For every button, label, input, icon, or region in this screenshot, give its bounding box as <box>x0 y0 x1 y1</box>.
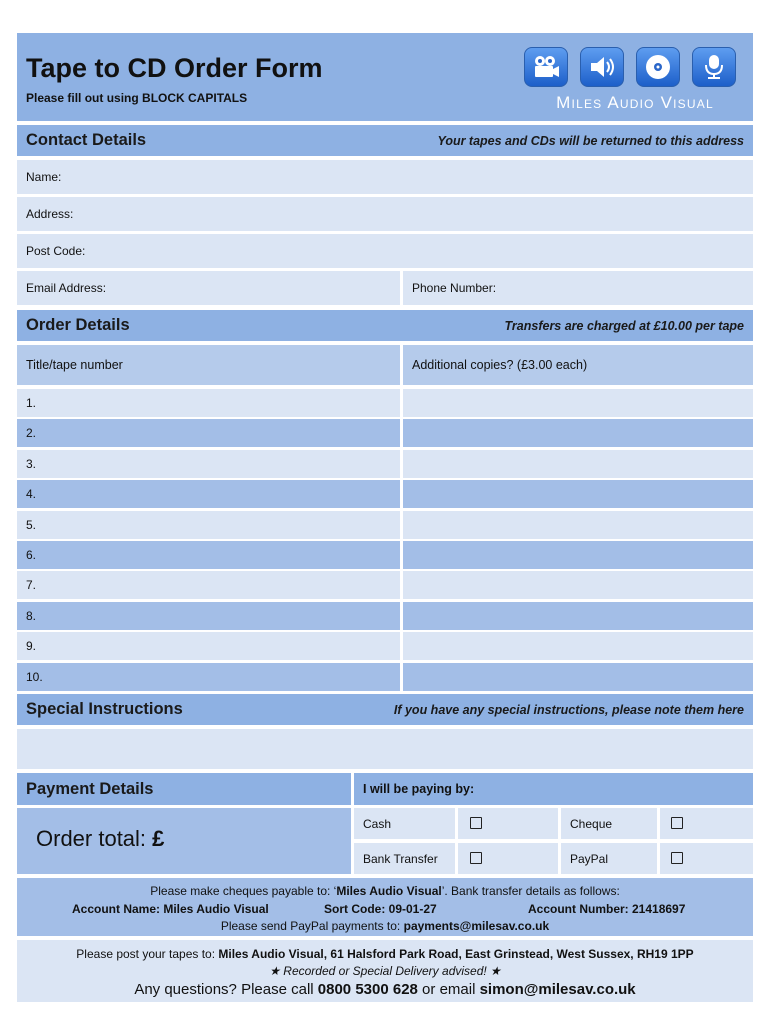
microphone-icon <box>692 47 736 87</box>
tape-title-cell[interactable] <box>17 450 400 478</box>
phone-label: Phone Number: <box>412 281 497 295</box>
additional-copies-cell[interactable] <box>403 450 753 478</box>
contact-section-header <box>17 125 753 156</box>
row-number: 7. <box>26 578 37 592</box>
tape-title-cell[interactable] <box>17 663 400 691</box>
additional-copies-cell[interactable] <box>403 571 753 599</box>
paypal-checkbox[interactable] <box>671 852 683 864</box>
special-section-note: If you have any special instructions, please note them here <box>393 702 744 717</box>
address-field[interactable] <box>17 197 753 231</box>
speaker-icon <box>580 47 624 87</box>
table-row <box>17 602 753 630</box>
disc-icon <box>636 47 680 87</box>
table-row <box>17 663 753 691</box>
bank-transfer-checkbox-cell[interactable] <box>458 843 558 874</box>
special-section-header <box>17 694 753 725</box>
page-title: Tape to CD Order Form <box>26 53 323 83</box>
additional-copies-cell[interactable] <box>403 602 753 630</box>
column-header-copies: Additional copies? (£3.00 each) <box>403 345 753 385</box>
contact-section-note: Your tapes and CDs will be returned to this address <box>437 133 744 148</box>
row-number: 9. <box>26 639 37 653</box>
additional-copies-cell[interactable] <box>403 632 753 660</box>
order-section-header <box>17 310 753 341</box>
additional-copies-cell[interactable] <box>403 663 753 691</box>
table-row <box>17 450 753 478</box>
tape-title-cell[interactable] <box>17 602 400 630</box>
postal-address-line: Please post your tapes to: Miles Audio Visual, 61 Halsford Park Road, East Grinstead, West Sussex, RH19 1PP <box>76 947 694 961</box>
contact-section-title: Contact Details <box>26 131 147 149</box>
phone-field[interactable] <box>403 271 753 305</box>
postal-address: Miles Audio Visual, 61 Halsford Park Road, East Grinstead, West Sussex, RH19 1PP <box>218 947 694 961</box>
tape-title-cell[interactable] <box>17 571 400 599</box>
cheque-checkbox-cell[interactable] <box>660 808 753 839</box>
address-label: Address: <box>26 207 74 221</box>
video-camera-icon <box>524 47 568 87</box>
payment-option-bank-transfer[interactable]: Bank Transfer <box>354 843 455 874</box>
account-number: Account Number: 21418697 <box>528 902 686 916</box>
column-header-title: Title/tape number <box>17 345 400 385</box>
order-section-note: Transfers are charged at £10.00 per tape <box>504 318 744 333</box>
phone-number: 0800 5300 628 <box>317 981 418 998</box>
email-field[interactable] <box>17 271 400 305</box>
payment-option-cash[interactable]: Cash <box>354 808 455 839</box>
contact-line: Any questions? Please call 0800 5300 628 or email simon@milesav.co.uk <box>134 981 636 998</box>
table-row <box>17 632 753 660</box>
payment-section-header <box>17 773 351 805</box>
table-row <box>17 541 753 569</box>
order-total-box[interactable] <box>17 808 351 874</box>
cheque-payable-line: Please make cheques payable to: ‘Miles Audio Visual’. Bank transfer details as follows: <box>150 884 620 898</box>
cash-checkbox-cell[interactable] <box>458 808 558 839</box>
name-field[interactable] <box>17 160 753 194</box>
email-label: Email Address: <box>26 281 107 295</box>
row-number: 4. <box>26 487 37 501</box>
paypal-checkbox-cell[interactable] <box>660 843 753 874</box>
currency-symbol: £ <box>152 826 165 851</box>
tape-title-cell[interactable] <box>17 541 400 569</box>
table-row <box>17 511 753 539</box>
table-row <box>17 480 753 508</box>
page-subtitle: Please fill out using BLOCK CAPITALS <box>26 91 248 105</box>
cash-checkbox[interactable] <box>470 817 482 829</box>
tape-title-cell[interactable] <box>17 511 400 539</box>
table-row <box>17 419 753 447</box>
payment-option-paypal[interactable]: PayPal <box>561 843 657 874</box>
tape-title-cell[interactable] <box>17 389 400 417</box>
payment-option-cheque[interactable]: Cheque <box>561 808 657 839</box>
table-row <box>17 389 753 417</box>
row-number: 1. <box>26 396 37 410</box>
row-number: 2. <box>26 426 37 440</box>
sort-code: Sort Code: 09-01-27 <box>324 902 437 916</box>
paypal-email: payments@milesav.co.uk <box>403 919 550 933</box>
contact-email: simon@milesav.co.uk <box>479 981 636 998</box>
account-name: Account Name: Miles Audio Visual <box>72 902 269 916</box>
row-number: 5. <box>26 518 37 532</box>
postcode-label: Post Code: <box>26 244 86 258</box>
postcode-field[interactable] <box>17 234 753 268</box>
brand-name: Miles Audio Visual <box>556 93 714 112</box>
paypal-line: Please send PayPal payments to: payments@milesav.co.uk <box>220 919 550 933</box>
tape-title-cell[interactable] <box>17 419 400 447</box>
paying-by-label: I will be paying by: <box>363 782 475 796</box>
order-section-title: Order Details <box>26 316 130 334</box>
form-header <box>17 33 753 121</box>
tape-title-cell[interactable] <box>17 632 400 660</box>
bank-transfer-checkbox[interactable] <box>470 852 482 864</box>
bank-details-block <box>17 878 753 936</box>
tape-title-cell[interactable] <box>17 480 400 508</box>
table-row <box>17 571 753 599</box>
additional-copies-cell[interactable] <box>403 511 753 539</box>
row-number: 6. <box>26 548 37 562</box>
special-section-title: Special Instructions <box>26 700 183 718</box>
payee-name: Miles Audio Visual <box>336 884 442 898</box>
special-instructions-field[interactable] <box>17 729 753 769</box>
row-number: 10. <box>26 670 43 684</box>
order-total-label: Order total: <box>36 826 153 851</box>
additional-copies-cell[interactable] <box>403 419 753 447</box>
paying-by-header <box>354 773 753 805</box>
footer-block <box>17 940 753 1002</box>
additional-copies-cell[interactable] <box>403 480 753 508</box>
row-number: 3. <box>26 457 37 471</box>
cheque-checkbox[interactable] <box>671 817 683 829</box>
row-number: 8. <box>26 609 37 623</box>
payment-section-title: Payment Details <box>26 779 154 798</box>
additional-copies-cell[interactable] <box>403 389 753 417</box>
name-label: Name: <box>26 170 62 184</box>
delivery-advice: ★ Recorded or Special Delivery advised! ★ <box>269 964 501 978</box>
additional-copies-cell[interactable] <box>403 541 753 569</box>
